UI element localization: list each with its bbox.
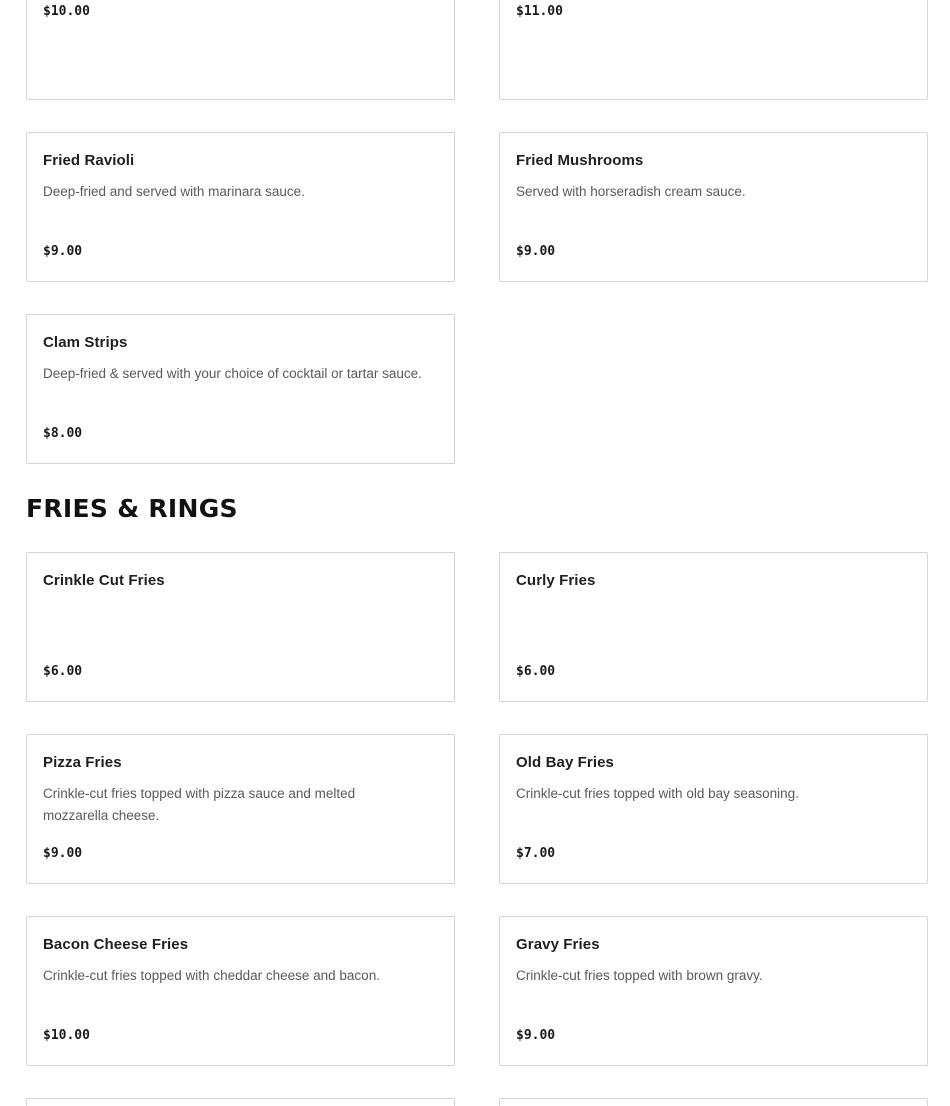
menu-item-description: Crinkle-cut fries topped with brown gravy. xyxy=(516,968,763,983)
menu-item-card[interactable] xyxy=(26,1098,455,1106)
menu-item-name: Bacon Cheese Fries xyxy=(43,936,189,953)
section-heading-fries-rings: FRIES & RINGS xyxy=(26,494,238,523)
menu-item-price: $10.00 xyxy=(43,1028,90,1043)
menu-item-card[interactable] xyxy=(499,0,928,100)
menu-item-description: Deep-fried and served with marinara sauce. xyxy=(43,184,305,199)
menu-item-name: Clam Strips xyxy=(43,334,128,351)
menu-item-description: Crinkle-cut fries topped with pizza sauce and melted mozzarella cheese. xyxy=(43,786,356,823)
menu-item-price: $9.00 xyxy=(43,244,83,259)
menu-item-card[interactable] xyxy=(26,734,455,884)
menu-item-price: $11.00 xyxy=(516,4,563,19)
menu-item-card[interactable] xyxy=(499,916,928,1066)
menu-item-name: Fried Mushrooms xyxy=(516,152,644,169)
menu-item-card[interactable] xyxy=(26,314,455,464)
menu-item-card[interactable] xyxy=(26,0,455,100)
menu-item-price: $9.00 xyxy=(43,846,83,861)
menu-item-description: Crinkle-cut fries topped with old bay seasoning. xyxy=(516,786,799,801)
menu-item-price: $7.00 xyxy=(516,846,556,861)
menu-item-name: Curly Fries xyxy=(516,572,596,589)
menu-item-card[interactable] xyxy=(499,734,928,884)
menu-item-name: Pizza Fries xyxy=(43,754,122,771)
menu-item-card[interactable] xyxy=(499,132,928,282)
menu-item-name: Fried Ravioli xyxy=(43,152,135,169)
menu-item-price: $9.00 xyxy=(516,1028,556,1043)
menu-item-description: Served with horseradish cream sauce. xyxy=(516,184,746,199)
menu-item-description: Deep-fried & served with your choice of cocktail or tartar sauce. xyxy=(43,366,422,381)
menu-item-card[interactable] xyxy=(499,552,928,702)
menu-item-price: $6.00 xyxy=(43,664,83,679)
menu-item-description: Crinkle-cut fries topped with cheddar cheese and bacon. xyxy=(43,968,380,983)
menu-item-price: $8.00 xyxy=(43,426,83,441)
menu-item-name: Gravy Fries xyxy=(516,936,600,953)
menu-item-price: $9.00 xyxy=(516,244,556,259)
menu-item-card[interactable] xyxy=(499,1098,928,1106)
menu-item-name: Crinkle Cut Fries xyxy=(43,572,165,589)
menu-item-price: $6.00 xyxy=(516,664,556,679)
menu-item-name: Old Bay Fries xyxy=(516,754,615,771)
menu-item-card[interactable] xyxy=(26,916,455,1066)
menu-item-card[interactable] xyxy=(26,132,455,282)
menu-item-price: $10.00 xyxy=(43,4,90,19)
menu-item-card[interactable] xyxy=(26,552,455,702)
